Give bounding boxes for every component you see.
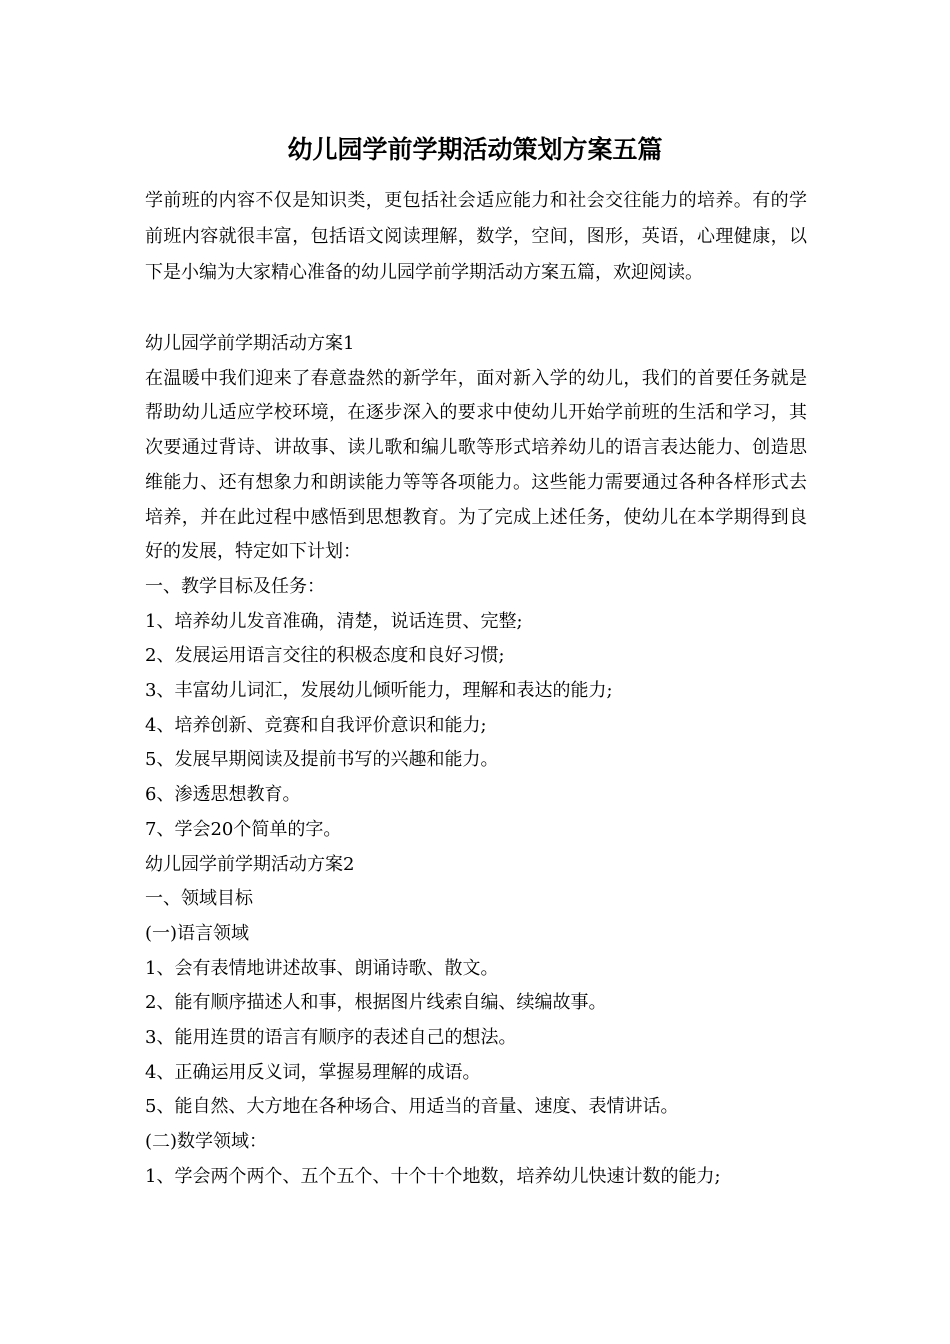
plan1-goal-item: 6、渗透思想教育。 <box>145 784 301 806</box>
plan1-goal-item: 3、丰富幼儿词汇，发展幼儿倾听能力，理解和表达的能力; <box>145 680 613 702</box>
plan1-heading: 幼儿园学前学期活动方案1 <box>145 333 355 354</box>
document-title: 幼儿园学前学期活动策划方案五篇 <box>287 135 663 164</box>
plan1-goal-item: 4、培养创新、竞赛和自我评价意识和能力; <box>145 714 487 736</box>
document-body <box>145 327 807 1195</box>
plan1-paragraph: 在温暖中我们迎来了春意盎然的新学年，面对新入学的幼儿，我们的首要任务就是帮助幼儿适应学校环境，在逐步深入的要求中使幼儿开始学前班的生活和学习，其次要通过背诗、讲故事、读儿歌和编儿歌等形式培养幼儿的语言表达能力、创造思维能力、还有想象力和朗读能力等等各项能力。这些能力需要通过各种各样形式去培养，并在此过程中感悟到思想教育。为了完成上述任务，使幼儿在本学期得到良好的发展，特定如下计划： <box>145 367 807 563</box>
plan1-goal-item: 2、发展运用语言交往的积极态度和良好习惯; <box>145 645 505 667</box>
plan2-section-heading: 一、领域目标 <box>145 888 253 910</box>
plan2-language-item: 5、能自然、大方地在各种场合、用适当的音量、速度、表情讲话。 <box>145 1096 679 1118</box>
plan1-goal-item: 7、学会20个简单的字。 <box>145 818 342 840</box>
plan2-language-item: 2、能有顺序描述人和事，根据图片线索自编、续编故事。 <box>145 992 607 1014</box>
intro-paragraph: 学前班的内容不仅是知识类，更包括社会适应能力和社会交往能力的培养。有的学前班内容就很丰富，包括语文阅读理解，数学，空间，图形，英语，心理健康，以下是小编为大家精心准备的幼儿园学前学期活动方案五篇，欢迎阅读。 <box>145 190 807 283</box>
plan2-language-item: 1、会有表情地讲述故事、朗诵诗歌、散文。 <box>145 957 499 979</box>
plan2-heading: 幼儿园学前学期活动方案2 <box>145 853 355 875</box>
plan2-language-item: 3、能用连贯的语言有顺序的表述自己的想法。 <box>145 1027 517 1049</box>
plan2-math-item: 1、学会两个两个、五个五个、十个十个地数，培养幼儿快速计数的能力; <box>145 1165 721 1187</box>
plan1-goal-item: 1、培养幼儿发音准确，清楚，说话连贯、完整; <box>145 610 523 632</box>
plan2-language-item: 4、正确运用反义词，掌握易理解的成语。 <box>145 1061 481 1083</box>
plan1-section-heading: 一、教学目标及任务： <box>145 575 325 597</box>
plan1-goal-item: 5、发展早期阅读及提前书写的兴趣和能力。 <box>145 749 499 771</box>
plan2-math-heading: (二)数学领域： <box>145 1131 268 1153</box>
plan2-language-heading: (一)语言领域 <box>145 922 250 944</box>
